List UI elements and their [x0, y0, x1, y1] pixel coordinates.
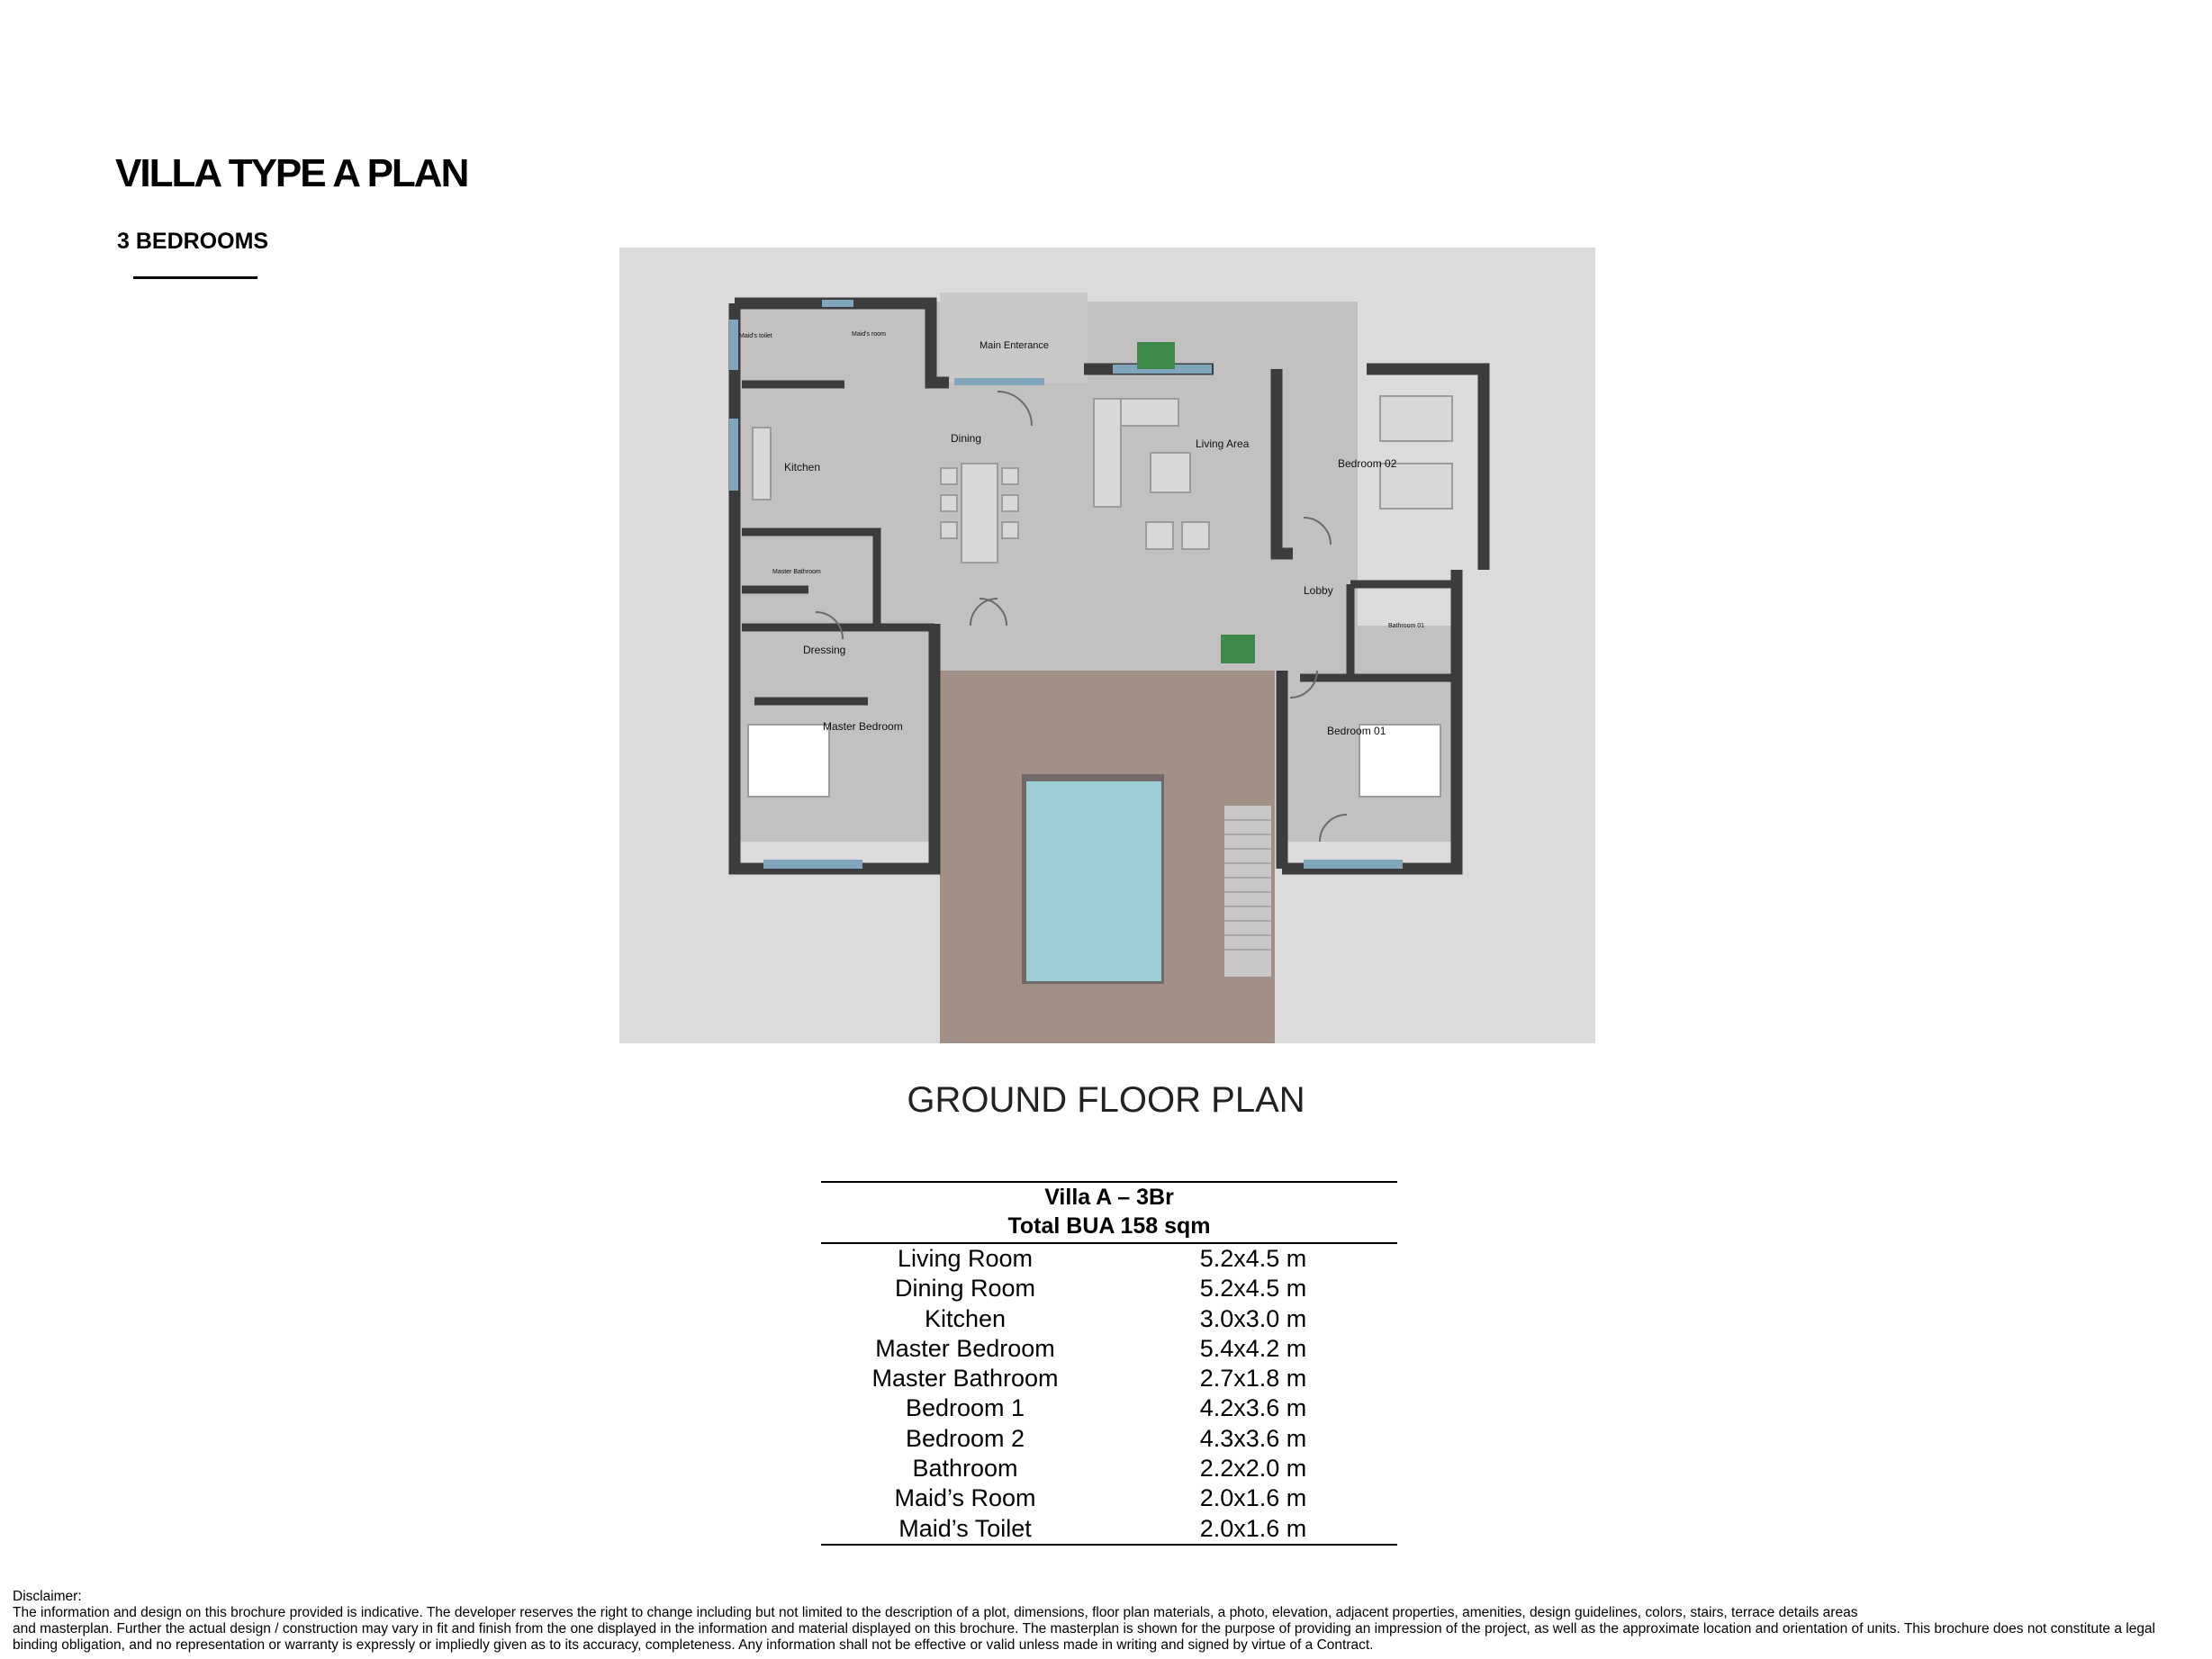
room-name: Bedroom 2 [905, 1424, 1025, 1452]
dining-table [962, 464, 998, 563]
label-master-bedroom: Master Bedroom [823, 720, 903, 733]
table-row [821, 1393, 1397, 1423]
room-size: 5.2x4.5 m [1199, 1245, 1307, 1272]
label-dining: Dining [951, 432, 982, 445]
label-lobby: Lobby [1304, 584, 1333, 597]
table-row [821, 1244, 1397, 1274]
table-row [821, 1304, 1397, 1334]
disclaimer [13, 1589, 2200, 1654]
master-bed [748, 725, 829, 797]
label-maids-toilet: Maid's toilet [739, 333, 772, 339]
label-main-entrance: Main Enterance [980, 340, 1050, 351]
kitchen-counter [753, 428, 771, 500]
room-size: 2.0x1.6 m [1199, 1514, 1307, 1542]
label-kitchen: Kitchen [784, 461, 821, 473]
swimming-pool [1026, 781, 1161, 981]
disclaimer-heading: Disclaimer: [13, 1589, 82, 1604]
room-size: 5.2x4.5 m [1199, 1275, 1307, 1303]
label-dressing: Dressing [803, 644, 846, 656]
page-title: VILLA TYPE A PLAN [115, 151, 468, 195]
room-name: Bedroom 1 [905, 1394, 1025, 1422]
planter-terrace [1221, 635, 1255, 663]
room-name: Dining Room [894, 1275, 1036, 1303]
room-size: 3.0x3.0 m [1199, 1304, 1307, 1332]
table-row [821, 1514, 1397, 1544]
subtitle-underline [133, 276, 257, 279]
page-subtitle: 3 BEDROOMS [117, 229, 269, 254]
room-size: 2.2x2.0 m [1199, 1455, 1307, 1483]
room-size: 4.2x3.6 m [1199, 1394, 1307, 1422]
room-name: Maid’s Toilet [898, 1514, 1032, 1542]
disclaimer-line: The information and design on this brochure provided is indicative. The developer reserves the right to change including but not limited to the description of a plot, dimensions, floor plan materials, a photo, elevation, adjacent properties, amenities, design guidelines, colors, stairs, terrace details areas [13, 1605, 1858, 1620]
room-name: Kitchen [924, 1304, 1007, 1332]
label-bedroom-01: Bedroom 01 [1327, 725, 1386, 737]
label-bedroom-02: Bedroom 02 [1338, 457, 1397, 470]
floor-plan-drawing [619, 248, 1595, 1043]
disclaimer-line: binding obligation, and no representation or warranty is expressly or impliedly given as to its accuracy, completeness. Any information shall not be effective or valid unless made in writing and signed by virtue of a Contract. [13, 1637, 1374, 1653]
bed-02-b [1380, 464, 1452, 509]
label-living-area: Living Area [1196, 437, 1250, 450]
room-name: Bathroom [912, 1455, 1018, 1483]
area-table-total: Total BUA 158 sqm [1007, 1213, 1211, 1239]
room-size: 2.0x1.6 m [1199, 1484, 1307, 1512]
label-maids-room: Maid's room [852, 331, 886, 338]
table-row [821, 1424, 1397, 1454]
table-row [821, 1274, 1397, 1303]
disclaimer-line: and masterplan. Further the actual design / construction may vary in fit and finish from the one displayed in the information and material displayed on this brochure. The masterplan is shown for the purpose of providing an impression of the project, as well as the approximate location and orientation of units. This brochure does not constitute a legal [13, 1621, 2155, 1636]
table-row [821, 1454, 1397, 1483]
room-name: Living Room [897, 1245, 1034, 1272]
room-size: 5.4x4.2 m [1199, 1334, 1307, 1362]
area-table [821, 1181, 1397, 1546]
floor-plan-image [619, 248, 1595, 1043]
plan-caption: GROUND FLOOR PLAN [907, 1080, 1305, 1120]
bed-02-a [1380, 396, 1452, 441]
coffee-table [1151, 453, 1190, 492]
area-table-header [821, 1183, 1397, 1244]
table-row [821, 1334, 1397, 1364]
table-row [821, 1483, 1397, 1513]
area-table-title: Villa A – 3Br [1044, 1185, 1174, 1210]
room-name: Maid’s Room [894, 1484, 1036, 1512]
room-name: Master Bedroom [875, 1334, 1055, 1362]
exterior-stairs [1224, 806, 1271, 977]
planter-entrance [1137, 342, 1175, 369]
room-name: Master Bathroom [871, 1365, 1059, 1393]
room-size: 4.3x3.6 m [1199, 1424, 1307, 1452]
room-size: 2.7x1.8 m [1199, 1365, 1307, 1393]
label-master-bathroom: Master Bathroom [772, 569, 821, 575]
label-bathroom-01: Bathroom 01 [1388, 623, 1425, 629]
table-row [821, 1364, 1397, 1393]
main-entrance-floor [940, 293, 1088, 383]
